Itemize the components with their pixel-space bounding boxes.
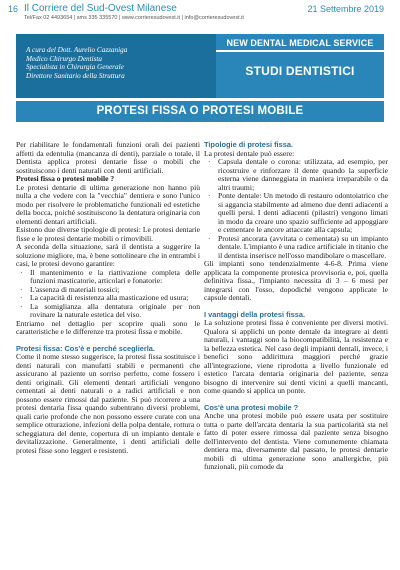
subheading: Cos'è una protesi mobile ? bbox=[204, 402, 299, 412]
service-divider bbox=[216, 50, 384, 52]
author-box bbox=[16, 34, 216, 98]
article-title-banner bbox=[16, 101, 384, 122]
author-line: Direttore Sanitario della Struttura bbox=[26, 71, 125, 80]
list-item: · Capsula dentale o corona: utilizzata, ad esempio, per ricostruire e rinforzare il dente quando la superficie esterna viene danneggiata in maniera irreparabile o da altri traumi; bbox=[204, 158, 388, 192]
paragraph: Come il nome stesso suggerisce, la protesi fissa sostituisce i denti naturali con manufatti stabili e permanenti che assicurano al paziente un sorriso perfetto, come fossero i denti originali. Gli elementi dentari artificiali vengono cementati ai denti naturali o a radici artificiali e non possono essere rimossi dal paziente. Si può ricorrere a una protesi dentaria fissa quando subentrano diversi problemi, quali carie profonde che non possono essere curate con una semplice otturazione, infezioni della polpa dentale, rottura o scheggiatura del dente, copertura di un impianto dentale e devitalizzazione. Generalmente, i denti artificiali delle protesi fisse sono leggeri e resistenti. bbox=[16, 352, 200, 455]
article-column-left bbox=[16, 141, 200, 455]
types-list bbox=[204, 158, 388, 260]
list-item: · Protesi ancorata (avvitata o cementata) su un impianto dentale. L'impianto è una radice artificiale in titanio che il dentista inserisce nell'osso mandibolare o mascellare. bbox=[204, 235, 388, 261]
page-top-bar bbox=[0, 0, 400, 30]
subheading: Tipologie di protesi fissa. bbox=[204, 140, 293, 149]
paragraph: Anche una protesi mobile può essere usata per sostituire tutta o parte dell'arcata dentaria la sua particolarità sta nel fatto di poter essere rimossa dal paziente senza bisogno dell'intervento del dentista. Viene comunemente chiamata dentiera ma, diversamente dal passato, le protesi dentarie mobili di ultima generazione sono anallergiche, più funzionali, più comode da bbox=[204, 411, 388, 471]
section-title: STUDI DENTISTICI bbox=[245, 64, 355, 78]
paragraph: La protesi dentale può essere: bbox=[204, 148, 295, 158]
paragraph: Gli impianti sono tendenzialmente 4-6-8. Prima viene applicata la componente protesica provvisoria e, poi, quella definitiva fissa., l'impianto necessita di 3 – 6 mesi per integrarsi con l'osso, dopodiché vengono applicate le capsule dentali. bbox=[204, 259, 388, 302]
service-box bbox=[216, 34, 384, 98]
list-item: · La somiglianza alla dentatura originale per non rovinare la naturale estetica del viso. bbox=[16, 303, 200, 320]
paragraph: Esistono due diverse tipologie di protesi: Le protesi dentarie fisse e le protesi dentarie mobili o rimovibili. bbox=[16, 225, 200, 243]
author-line: Specialista in Chirurgia Generale bbox=[26, 63, 124, 72]
publication-name: Il Corriere del Sud-Ovest Milanese bbox=[24, 3, 177, 14]
paragraph: Per riabilitare le fondamentali funzioni orali dei pazienti affetti da edentulia (mancanza di denti), parziale o totale, il Dentista applica protesi dentarie fisse o mobili che sostituiscono i denti naturali con denti artificiali. bbox=[16, 140, 200, 175]
list-item: · La capacità di resistenza alla masticazione ed usura; bbox=[16, 294, 200, 303]
subheading: Protesi fissa: Cos'è e perché sceglierla. bbox=[16, 343, 155, 353]
paragraph: A seconda della situazione, sarà il dentista a suggerire la soluzione migliore, ma, è bene sottolineare che in entrambi i casi, le protesi devono garantire: bbox=[16, 242, 200, 268]
subheading: Protesi fissa o protesi mobile ? bbox=[16, 174, 115, 183]
requirements-list bbox=[16, 269, 200, 320]
paragraph: La soluzione protesi fissa è conveniente per diversi motivi. Qualora si applichi un ponte dentale da integrare ai denti naturali, i vantaggi sono la biocompatibilità, la resistenza e la bellezza estetica. Nel caso degli impianti dentali, invece, i benefici sono addirittura maggiori perché grazie all'integrazione, viene riprodotta a livello funzionale ed estetico l'arcata dentaria originaria del paziente, senza bisogno di intervenire sui denti vicini a quelli mancanti, come quando si applica un ponte. bbox=[204, 318, 388, 395]
author-line: A cura del Dott. Aurelio Cazzaniga bbox=[26, 46, 128, 54]
article-column-right bbox=[204, 141, 388, 472]
article-title: PROTESI FISSA O PROTESI MOBILE bbox=[96, 105, 304, 117]
subheading: I vantaggi della protesi fissa. bbox=[204, 309, 306, 319]
list-item: · L'assenza di materiali tossici; bbox=[16, 286, 200, 295]
page-number: 16 bbox=[8, 4, 19, 14]
publication-date: 21 Settembre 2019 bbox=[307, 4, 384, 14]
author-line: Medico Chirurgo Dentista bbox=[26, 54, 102, 63]
paragraph: Le protesi dentarie di ultima generazione non hanno più nulla a che vedere con la "vecchia" dentiera e sono l'unico modo per risolvere le problematiche funzionali ed estetiche della bocca, poiché sostituiscono la dentatura originaria con elementi dentari artificiali. bbox=[16, 182, 200, 226]
column-header bbox=[16, 34, 384, 98]
publication-contacts: Tel/Fax 02 4493654 | sms 335 335570 | www.corrieresudovest.it | info@corrieresudovest.it bbox=[24, 15, 244, 21]
service-title: NEW DENTAL MEDICAL SERVICE bbox=[226, 38, 374, 48]
paragraph: Entriamo nel dettaglio per scoprire quali sono le caratteristiche e le differenze tra protesi fissa e mobile. bbox=[16, 318, 200, 336]
list-item: · Ponte dentale: Un metodo di restauro odontoiatrico che si aggancia stabilmente ad almeno due denti adiacenti a quelli persi. I denti adiacenti (pilastri) vengono limati in modo da creare uno spazio sufficiente ad appoggiare e cementare le ancore attaccate alla capsula; bbox=[204, 192, 388, 235]
list-item: · Il mantenimento e la riattivazione completa delle funzioni masticatorie, articolari e fonatorie: bbox=[16, 269, 200, 286]
